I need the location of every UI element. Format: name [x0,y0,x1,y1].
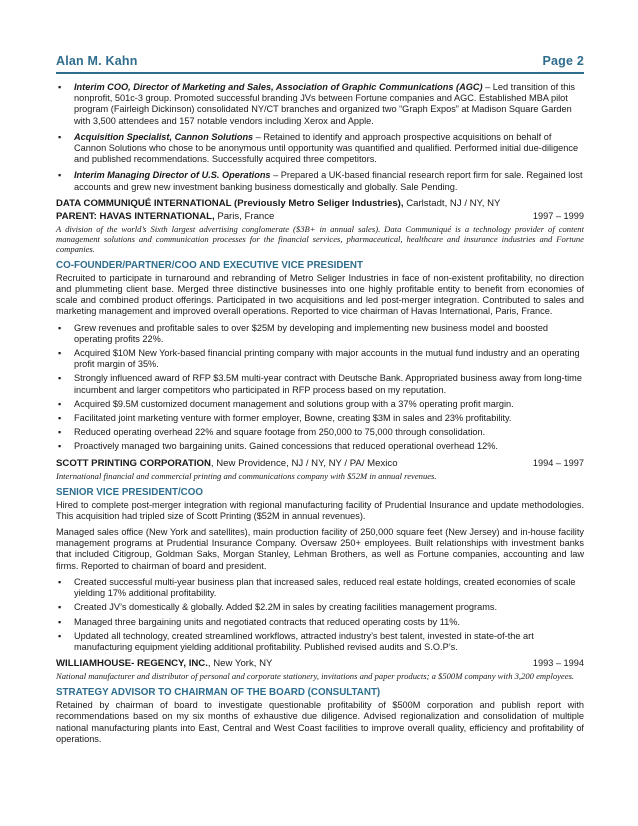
company-line: WILLIAMHOUSE- REGENCY, INC., New York, NY 1993 – 1994 [56,658,584,670]
list-item: ▪ Created successful multi-year business plan that increased sales, reduced real estate holdings, created economies of scale yielding 17% additional profitability. [56,577,584,599]
company-line: SCOTT PRINTING CORPORATION, New Providence, NJ / NY, NY / PA/ Mexico 1994 – 1997 [56,457,584,469]
achievements-list [56,577,584,653]
list-item: ▪ Acquired $9.5M customized document management and solutions group with a 37% operating profit margin. [56,399,584,410]
list-item: ▪ Facilitated joint marketing venture with former employer, Bowne, creating $3M in sales and 23% profitability. [56,413,584,424]
role-summary: Recruited to participate in turnaround and rebranding of Metro Seliger Industries in face of non-existent profitability, no direction and plummeting client base. Merged three distinctive businesses into one highly profitable entity to benefit from economies of scale and combined product offerings. Participated in two acquisitions and led post-merger integration. Contributed to sales and marketing management and improved overall operations. Reported to vice chairman of Havas International, Paris, France. [56,272,584,317]
page-header [56,54,584,68]
employment-dates: 1993 – 1994 [532,658,584,669]
list-item: ▪ Managed three bargaining units and negotiated contracts that reduced operating costs by 11%. [56,617,584,628]
company-description: International financial and commercial printing and communications company with $52M in annual revenues. [56,470,437,481]
list-item: ▪ Updated all technology, created streamlined workflows, attracted industry’s best talent, invested in state-of-the art manufacturing equipment yielding additional profitability. Published revised audits and S.O.P’s. [56,631,584,653]
company-description: A division of the world’s Sixth largest advertising conglomerate ($3B+ in annual sales). Data Communiqué is a technology provider of content management solutions and communication processes for the financial services, pharmaceutical, healthcare and insurance industries and Fortune companies. [56,223,584,254]
list-item: ▪ Proactively managed two bargaining units. Gained concessions that reduced operational overhead 12%. [56,441,584,452]
page-number: Page 2 [542,54,584,68]
role-title: SENIOR VICE PRESIDENT/COO [56,486,203,498]
role-summary: Retained by chairman of board to investigate questionable profitability of $500M corporation and publish report with recommendations based on my six months of exhaustive due diligence. Advised regionalization and consolidation of multiple national manufacturing plants into East, Central and West Coast facilities to improve overall quality, efficiency and profitability of operations. [56,700,584,744]
candidate-name: Alan M. Kahn [56,54,138,68]
list-item: ▪ Interim Managing Director of U.S. Operations – Prepared a UK-based financial research report firm for sale. Regained lost accounts and grew new investment banking business domestically and globally. Sale Pending. [56,170,584,192]
list-item: ▪ Strongly influenced award of RFP $3.5M multi-year contract with Deutsche Bank. Appropriated business away from long-time incumbent and larger competitors who participated in RFP process based on my reputation. [56,373,584,395]
achievements-list [56,323,584,453]
list-item: ▪ Reduced operating overhead 22% and square footage from 250,000 to 75,000 through consolidation. [56,427,584,438]
company-line: DATA COMMUNIQUÉ INTERNATIONAL (Previously Metro Seliger Industries), Carlstadt, NJ / NY, NY [56,197,501,209]
list-item: ▪ Grew revenues and profitable sales to over $25M by developing and implementing new business model and boosted operating profits 22%. [56,323,584,345]
prior-roles-list [56,82,584,193]
role-title: CO-FOUNDER/PARTNER/COO AND EXECUTIVE VICE PRESIDENT [56,259,363,271]
list-item: ▪ Acquisition Specialist, Cannon Solutions – Retained to identify and approach prospective acquisitions on behalf of Cannon Solutions who chose to be anonymous until opportunity was quantified and qualified. Performed initial due-diligence and published recommendations. Successfully acquired three competitors. [56,132,584,166]
resume-page [56,54,584,750]
role-title: STRATEGY ADVISOR TO CHAIRMAN OF THE BOARD (CONSULTANT) [56,687,381,699]
company-description: National manufacturer and distributor of personal and corporate stationery, invitations and paper products; a $500M company with 3,200 employees. [56,671,575,682]
role-summary: Hired to complete post-merger integration with regional manufacturing facility of Prudential Insurance and update methodologies. This acquisition had tripled size of Scott Printing ($52M in annual revenues). [56,499,584,521]
list-item: ▪ Acquired $10M New York-based financial printing company with major accounts in the mutual fund industry and an operating profit margin of 35%. [56,348,584,370]
list-item: ▪ Interim COO, Director of Marketing and Sales, Association of Graphic Communications (AGC) – Led transition of this nonprofit, 501c-3 group. Promoted successful branding JVs between Fortune companies and AGC. Established MBA pilot program (Fairleigh Dickinson) consolidated NY/CT branches and organized two “Graph Expos” at Madison Square Garden with 3,500 attendees and 157 notable vendors including Xerox and Apple. [56,82,584,127]
parent-company-line: PARENT: HAVAS INTERNATIONAL, Paris, France 1997 – 1999 [56,210,584,222]
employment-dates: 1997 – 1999 [532,210,584,221]
list-item: ▪ Created JV’s domestically & globally. Added $2.2M in sales by creating facilities management programs. [56,602,584,613]
employment-dates: 1994 – 1997 [532,457,584,468]
role-summary: Managed sales office (New York and satellites), main production facility of 250,000 square feet (New Jersey) and in-house facility management programs at Prudential Insurance Company. Oversaw 250+ employees. Built relationships with investment banks that included Citigroup, Goldman Saks, Morgan Stanley, Lehman Brothers, as well as Fortune companies, accounting and law firms. Reported to chairman of board and president. [56,527,584,571]
header-rule [56,72,584,74]
